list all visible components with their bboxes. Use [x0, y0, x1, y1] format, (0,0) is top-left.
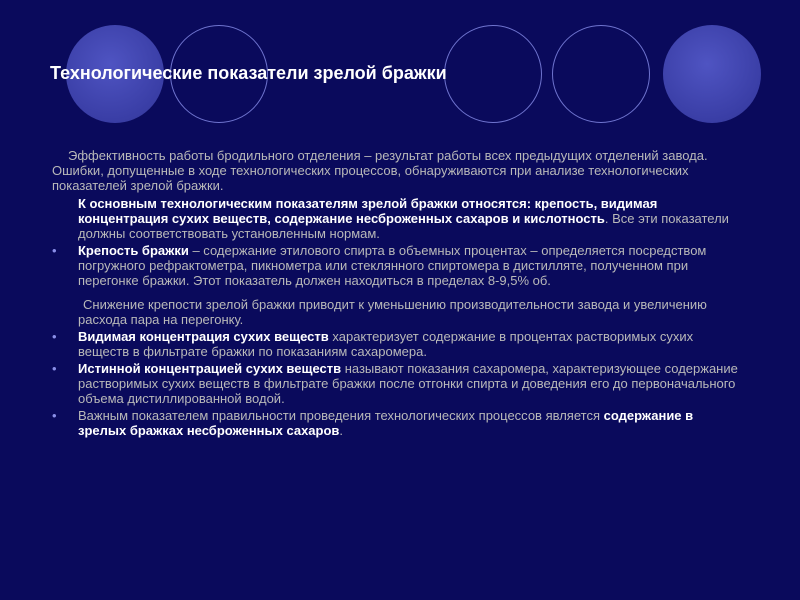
- item-text-after: .: [339, 423, 344, 438]
- bullet-icon: •: [52, 243, 57, 258]
- intro-paragraph: [52, 148, 742, 193]
- item-text: характеризует содержание в процентах растворимых сухих веществ в фильтрате бражки по показаниям сахаромера.: [78, 329, 694, 359]
- list-item-strength: [52, 243, 742, 288]
- item-bold-text: Истинной концентрацией сухих веществ: [78, 361, 342, 376]
- indicators-paragraph: [52, 196, 742, 241]
- list-item-true-concentration: [52, 361, 742, 406]
- decorative-circle-3: [444, 25, 542, 123]
- list-item-unfermented-sugars: [52, 408, 742, 438]
- decorative-circle-4: [552, 25, 650, 123]
- item-text: называют показания сахаромера, характеризующее содержание растворимых сухих веществ в фильтрате бражки после отгонки спирта и доведения его до первоначального объема дистиллированной водой.: [78, 361, 738, 406]
- item-bold-text: Крепость бражки: [78, 243, 189, 258]
- slide-body: [52, 148, 742, 438]
- strength-note-paragraph: [52, 297, 742, 327]
- indicators-text: . Все эти показатели должны соответствовать установленным нормам.: [78, 211, 729, 241]
- item-bold-text: Видимая концентрация сухих веществ: [78, 329, 329, 344]
- bullet-icon: •: [52, 361, 57, 376]
- item-text-before: Важным показателем правильности проведения технологических процессов является: [78, 408, 604, 423]
- bullet-icon: •: [52, 408, 57, 423]
- strength-note-text: Снижение крепости зрелой бражки приводит к уменьшению производительности завода и увеличению расхода пара на перегонку.: [78, 297, 707, 327]
- intro-text: Эффективность работы бродильного отделения – результат работы всех предыдущих отделений завода. Ошибки, допущенные в ходе технологических процессов, обнаруживаются при анализе технологических показателей зрелой бражки.: [52, 148, 708, 193]
- item-bold-text: содержание в зрелых бражках несброженных сахаров: [78, 408, 694, 438]
- list-item-visible-concentration: [52, 329, 742, 359]
- indicators-bold-text: К основным технологическим показателям зрелой бражки относятся: крепость, видимая концентрация сухих веществ, содержание несброженных сахаров и кислотность: [78, 196, 658, 226]
- item-text: – содержание этилового спирта в объемных процентах – определяется посредством погружного рефрактометра, пикнометра или стеклянного спиртомера в дистилляте, полученном при перегонке бражки. Этот показатель должен находиться в пределах 8-9,5% об.: [78, 243, 707, 288]
- bullet-icon: •: [52, 329, 57, 344]
- decorative-circle-5: [663, 25, 761, 123]
- slide-title: Технологические показатели зрелой бражки: [50, 63, 447, 83]
